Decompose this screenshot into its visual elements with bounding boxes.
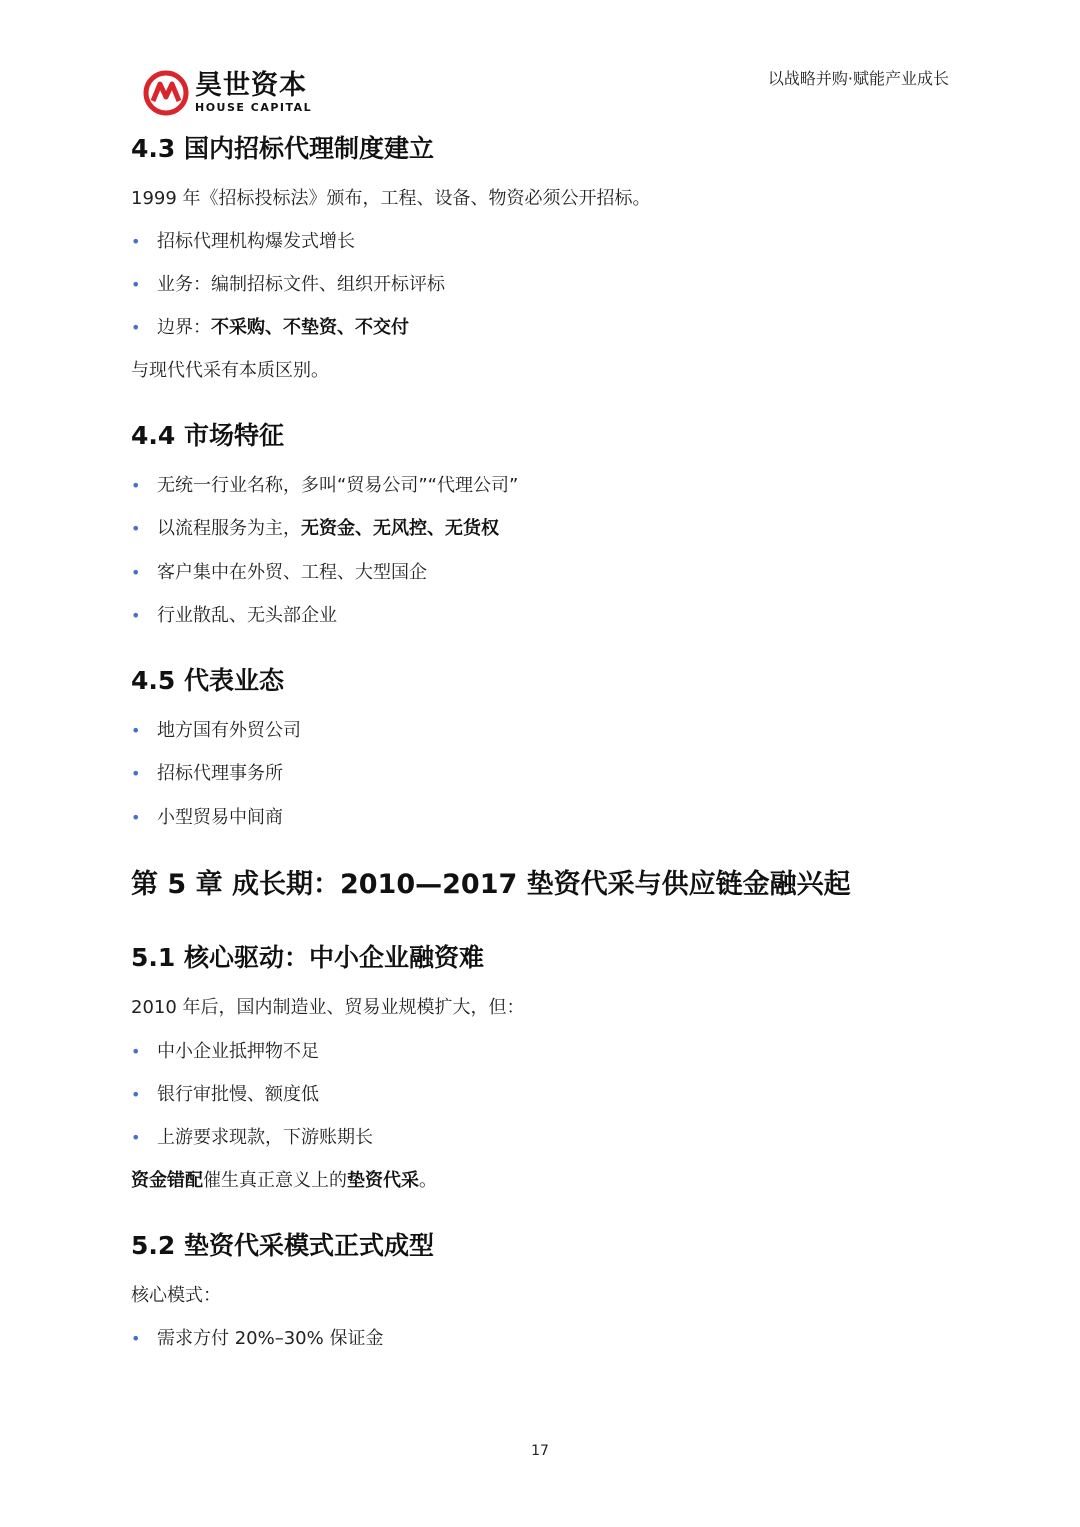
bullet-icon: • — [131, 1128, 141, 1147]
section-4-3-intro: 1999 年《招标投标法》颁布，工程、设备、物资必须公开招标。 — [131, 188, 651, 209]
list-item — [131, 761, 283, 787]
section-5-1-outro — [131, 1168, 437, 1194]
bullet-icon: • — [131, 563, 141, 582]
list-item — [131, 603, 337, 629]
list-item — [131, 229, 355, 255]
section-heading-4-5: 4.5 代表业态 — [131, 666, 284, 695]
list-item-text: 地方国有外贸公司 — [157, 720, 301, 741]
logo-english-name: HOUSE CAPITAL — [195, 101, 313, 114]
section-heading-4-4: 4.4 市场特征 — [131, 421, 284, 450]
list-item — [131, 1082, 319, 1108]
header-slogan: 以战略并购·赋能产业成长 — [767, 69, 949, 88]
list-item-text: 银行审批慢、额度低 — [157, 1084, 319, 1105]
list-item-text: 招标代理机构爆发式增长 — [157, 231, 355, 252]
list-item — [131, 272, 445, 298]
list-item — [131, 1039, 319, 1065]
list-item — [131, 315, 409, 341]
bullet-icon: • — [131, 1329, 141, 1348]
bullet-icon: • — [131, 1085, 141, 1104]
list-item — [131, 516, 499, 542]
list-item — [131, 1125, 373, 1151]
list-item-bold-text: 不采购、不垫资、不交付 — [211, 317, 409, 338]
bullet-icon: • — [131, 606, 141, 625]
section-5-2-intro: 核心模式： — [131, 1285, 221, 1306]
bold-text: 垫资代采 — [347, 1170, 419, 1191]
house-capital-logo-icon — [143, 70, 189, 116]
bullet-icon: • — [131, 721, 141, 740]
body-text: 催生真正意义上的 — [203, 1170, 347, 1191]
list-item — [131, 718, 301, 744]
list-item-text: 以流程服务为主， — [157, 518, 301, 539]
bullet-icon: • — [131, 519, 141, 538]
bullet-icon: • — [131, 764, 141, 783]
logo-chinese-name: 昊世资本 — [195, 70, 307, 101]
section-heading-5-2: 5.2 垫资代采模式正式成型 — [131, 1231, 434, 1260]
list-item — [131, 805, 283, 831]
list-item-text: 边界： — [157, 317, 211, 338]
list-item — [131, 473, 518, 499]
list-item-text: 业务：编制招标文件、组织开标评标 — [157, 274, 445, 295]
list-item-text: 需求方付 20%–30% 保证金 — [157, 1328, 384, 1349]
chapter-heading-5: 第 5 章 成长期：2010—2017 垫资代采与供应链金融兴起 — [131, 869, 851, 900]
section-4-3-outro: 与现代代采有本质区别。 — [131, 360, 329, 381]
bold-text: 资金错配 — [131, 1170, 203, 1191]
body-text: 。 — [419, 1170, 437, 1191]
bullet-icon: • — [131, 232, 141, 251]
list-item — [131, 1326, 383, 1352]
section-heading-5-1: 5.1 核心驱动：中小企业融资难 — [131, 943, 484, 972]
list-item-text: 招标代理事务所 — [157, 763, 283, 784]
list-item — [131, 560, 427, 586]
bullet-icon: • — [131, 318, 141, 337]
bullet-icon: • — [131, 476, 141, 495]
bullet-icon: • — [131, 808, 141, 827]
list-item-text: 中小企业抵押物不足 — [157, 1041, 319, 1062]
company-logo — [143, 70, 312, 116]
list-item-text: 小型贸易中间商 — [157, 807, 283, 828]
bullet-icon: • — [131, 275, 141, 294]
section-5-1-intro: 2010 年后，国内制造业、贸易业规模扩大，但： — [131, 997, 525, 1018]
section-heading-4-3: 4.3 国内招标代理制度建立 — [131, 134, 434, 163]
list-item-bold-text: 无资金、无风控、无货权 — [301, 518, 499, 539]
page-number: 17 — [531, 1443, 549, 1459]
list-item-text: 客户集中在外贸、工程、大型国企 — [157, 562, 427, 583]
list-item-text: 无统一行业名称，多叫“贸易公司”“代理公司” — [157, 475, 519, 496]
list-item-text: 行业散乱、无头部企业 — [157, 605, 337, 626]
bullet-icon: • — [131, 1042, 141, 1061]
list-item-text: 上游要求现款，下游账期长 — [157, 1127, 373, 1148]
